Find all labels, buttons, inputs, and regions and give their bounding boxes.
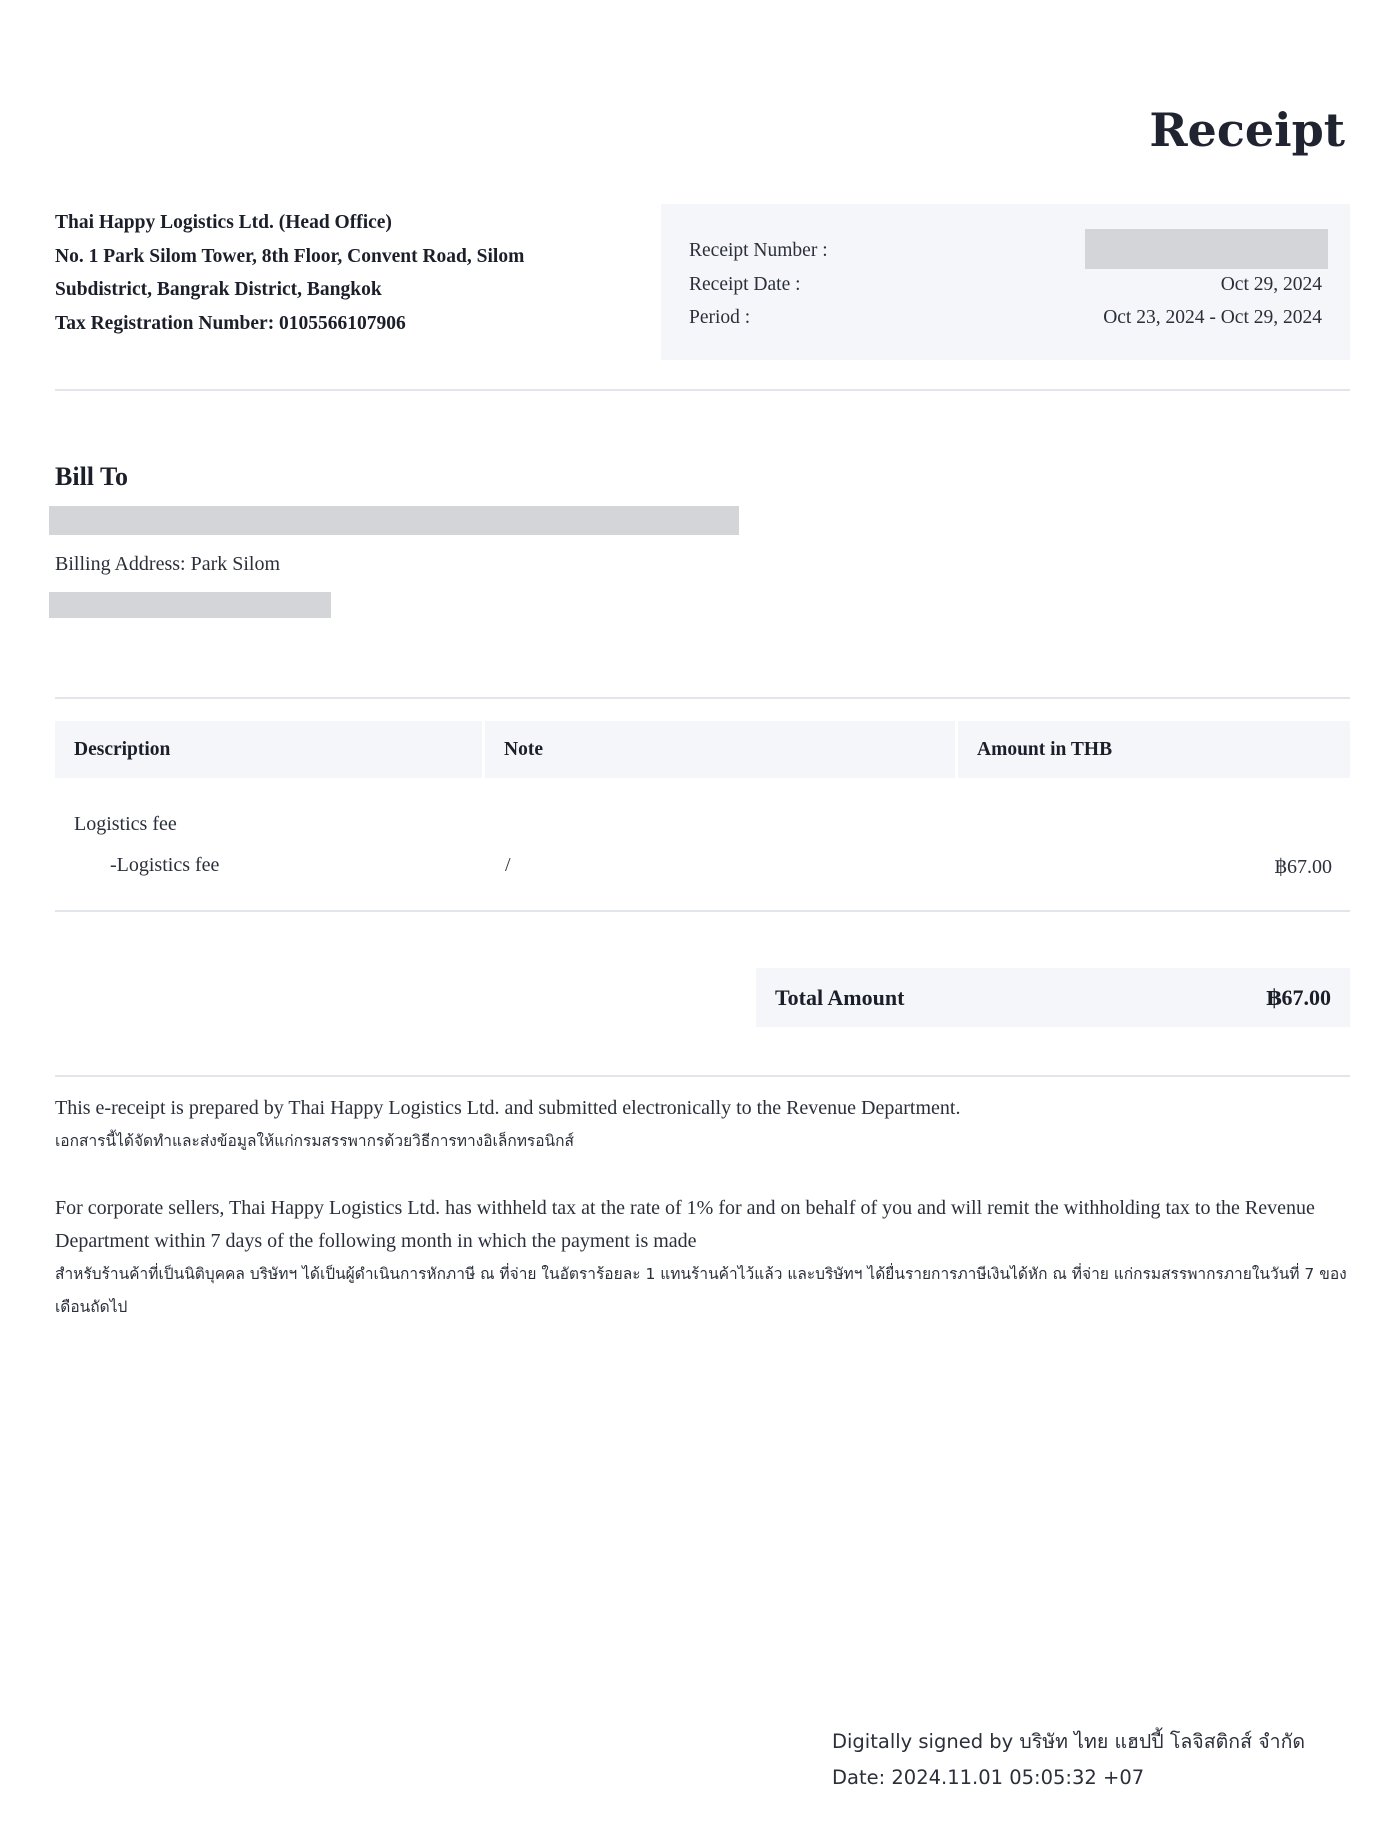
billing-address: Billing Address: Park Silom xyxy=(55,553,281,575)
group-label: Logistics fee xyxy=(74,813,177,835)
column-header-note: Note xyxy=(485,721,955,778)
billing-address-redaction xyxy=(49,592,331,618)
bill-to-heading: Bill To xyxy=(55,462,128,491)
digital-signature xyxy=(832,1724,1305,1796)
bill-to-name-redaction xyxy=(49,506,739,535)
total-panel xyxy=(756,968,1350,1027)
receipt-date-value: Oct 29, 2024 xyxy=(1220,274,1322,295)
period-row xyxy=(689,303,1322,333)
receipt-date-row xyxy=(689,270,1322,300)
seller-info xyxy=(55,206,615,340)
total-label: Total Amount xyxy=(775,985,905,1010)
table-header xyxy=(55,721,1350,778)
receipt-number-row xyxy=(689,236,1322,266)
seller-tax-id: Tax Registration Number: 0105566107906 xyxy=(55,312,406,334)
seller-address-line2: Subdistrict, Bangrak District, Bangkok xyxy=(55,279,382,300)
divider xyxy=(55,1075,1350,1077)
total-value: ฿67.00 xyxy=(1266,985,1331,1010)
page-title: Receipt xyxy=(1149,103,1345,157)
receipt-number-label: Receipt Number : xyxy=(689,240,828,261)
divider xyxy=(55,697,1350,699)
receipt-date-label: Receipt Date : xyxy=(689,274,801,295)
seller-address-line1: No. 1 Park Silom Tower, 8th Floor, Convent Road, Silom xyxy=(55,245,525,267)
period-label: Period : xyxy=(689,307,751,328)
ereceipt-note-en: This e-receipt is prepared by Thai Happy Logistics Ltd. and submitted electronically to the Revenue Department. xyxy=(55,1097,961,1119)
divider xyxy=(55,910,1350,912)
row-note: / xyxy=(505,854,511,876)
receipt-number-redaction xyxy=(1085,229,1328,269)
divider xyxy=(55,389,1350,391)
row-amount: ฿67.00 xyxy=(1274,856,1332,878)
column-header-description: Description xyxy=(55,721,482,778)
receipt-meta-panel xyxy=(661,204,1350,360)
period-value: Oct 23, 2024 - Oct 29, 2024 xyxy=(1103,307,1322,328)
seller-name: Thai Happy Logistics Ltd. (Head Office) xyxy=(55,212,392,233)
row-description: -Logistics fee xyxy=(110,854,220,876)
withholding-note-en: For corporate sellers, Thai Happy Logistics Ltd. has withheld tax at the rate of 1% for and on behalf of you and will remit the withholding tax to the Revenue Department within 7 days of the following month in which the payment is made xyxy=(55,1197,1315,1252)
signature-date: Date: 2024.11.01 05:05:32 +07 xyxy=(832,1766,1145,1789)
column-header-amount: Amount in THB xyxy=(958,721,1350,778)
withholding-note-th: สำหรับร้านค้าที่เป็นนิติบุคคล บริษัทฯ ได้เป็นผู้ดำเนินการหักภาษี ณ ที่จ่าย ในอัตราร้อยละ 1 แทนร้านค้าไว้แล้ว และบริษัทฯ ได้ยื่นรายการภาษีเงินได้หัก ณ ที่จ่าย แก่กรมสรรพากรภายในวันที่ 7 ของเดือนถัดไป xyxy=(55,1265,1347,1316)
signature-signed-by: Digitally signed by บริษัท ไทย แฮปปี้ โลจิสติกส์ จำกัด xyxy=(832,1730,1306,1753)
ereceipt-note-th: เอกสารนี้ได้จัดทำและส่งข้อมูลให้แก่กรมสรรพากรด้วยวิธีการทางอิเล็กทรอนิกส์ xyxy=(55,1132,575,1150)
